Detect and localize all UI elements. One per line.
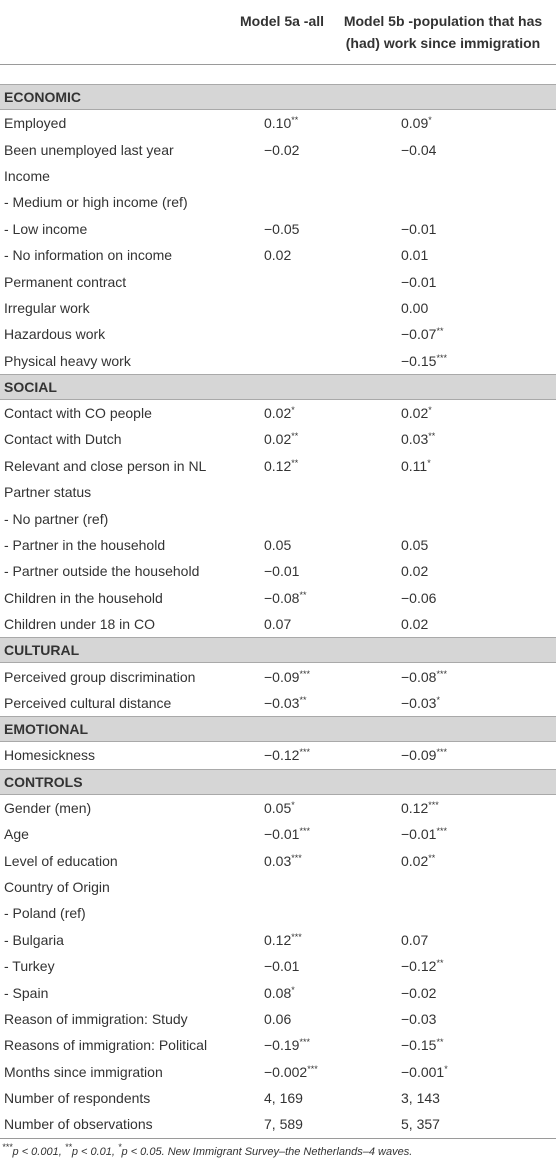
model-5b-significance: ** <box>436 1037 444 1048</box>
model-5a-coefficient: −0.03 <box>264 695 300 711</box>
spacer-cell <box>0 65 556 85</box>
table-row <box>0 742 556 769</box>
model-5a-cell <box>236 426 328 452</box>
model-5b-significance: ** <box>428 431 436 442</box>
table-footnote <box>0 1139 556 1158</box>
row-label: Homesickness <box>4 747 96 764</box>
section-header-row <box>0 374 556 399</box>
table-row <box>0 900 556 926</box>
footnote-text: p < 0.01, <box>71 1145 119 1158</box>
table-header-row <box>0 0 556 65</box>
model-5a-coefficient: 0.12 <box>264 457 292 474</box>
row-label: - Spain <box>4 984 49 1001</box>
row-label: - Poland (ref) <box>4 905 86 922</box>
model-5b-significance: * <box>444 1063 448 1074</box>
model-5b-coefficient: −0.15 <box>401 352 437 369</box>
model-5b-cell <box>328 321 556 347</box>
table-row <box>0 1006 556 1032</box>
model-5a-cell <box>236 348 328 375</box>
model-5a-significance: ** <box>299 695 307 705</box>
model-5b-cell <box>328 900 556 926</box>
model-5b-cell <box>328 794 556 821</box>
model-5a-cell <box>236 136 328 162</box>
model-5a-cell <box>236 189 328 215</box>
model-5a-cell <box>236 742 328 769</box>
model-5a-coefficient: 0.06 <box>264 1010 292 1027</box>
row-label: Been unemployed last year <box>4 141 174 158</box>
model-5b-coefficient: −0.04 <box>401 141 437 158</box>
model-5b-cell <box>328 1006 556 1032</box>
model-5a-cell <box>236 242 328 268</box>
row-label: Months since immigration <box>4 1063 163 1080</box>
row-label: Perceived group discrimination <box>4 668 196 685</box>
footnote-text: p < 0.05. New Immigrant Survey–the Netherlands–4 waves. <box>121 1145 413 1158</box>
table-row <box>0 585 556 611</box>
model-5a-significance: *** <box>299 826 310 837</box>
row-label: Reasons of immigration: Political <box>4 1037 208 1054</box>
model-5a-cell <box>236 1111 328 1138</box>
table-row <box>0 1032 556 1058</box>
table-row <box>0 1085 556 1111</box>
footnote-sig-marker: ** <box>64 1141 72 1152</box>
table-row <box>0 794 556 821</box>
model-5a-coefficient: −0.01 <box>264 563 300 580</box>
table-row <box>0 558 556 584</box>
model-5a-coefficient: −0.08 <box>264 589 300 606</box>
model-5a-coefficient: −0.12 <box>264 747 300 764</box>
row-label: - Partner outside the household <box>4 563 200 580</box>
model-5b-coefficient: 0.11 <box>401 457 428 474</box>
table-row <box>0 927 556 953</box>
header-label-column <box>0 0 236 65</box>
section-title: EMOTIONAL <box>0 717 556 742</box>
model-5b-coefficient: 0.09 <box>401 115 429 132</box>
model-5a-cell <box>236 874 328 900</box>
model-5a-coefficient: −0.05 <box>264 220 300 237</box>
model-5a-cell <box>236 663 328 690</box>
model-5a-cell <box>236 690 328 717</box>
row-label: Number of observations <box>0 1111 236 1138</box>
table-row <box>0 979 556 1005</box>
row-label: - Bulgaria <box>4 931 64 948</box>
model-5b-cell <box>328 611 556 638</box>
model-5b-coefficient: 0.00 <box>401 299 429 316</box>
model-5b-cell <box>328 163 556 189</box>
table-row <box>0 690 556 717</box>
model-5b-coefficient: −0.15 <box>401 1037 437 1054</box>
model-5b-cell <box>328 953 556 979</box>
footnote-sig-marker: * <box>118 1141 122 1152</box>
model-5a-significance: *** <box>291 931 302 942</box>
model-5b-coefficient: 0.07 <box>401 931 429 948</box>
model-5b-cell <box>328 426 556 452</box>
model-5b-cell <box>328 979 556 1005</box>
model-5b-coefficient: 0.01 <box>401 247 429 264</box>
model-5a-coefficient: 0.02 <box>264 431 292 448</box>
model-5b-significance: ** <box>436 958 444 969</box>
section-title: ECONOMIC <box>0 85 556 110</box>
model-5b-coefficient: −0.08 <box>401 668 437 685</box>
model-5b-cell <box>328 295 556 321</box>
table-row <box>0 399 556 426</box>
model-5a-cell <box>236 163 328 189</box>
model-5a-cell <box>236 453 328 479</box>
model-5a-significance: ** <box>299 589 307 600</box>
model-5a-significance: * <box>291 405 295 416</box>
model-5b-cell <box>328 216 556 242</box>
table-row <box>0 847 556 873</box>
row-label: Contact with CO people <box>4 405 152 422</box>
model-5a-coefficient: 7, 589 <box>264 1116 303 1133</box>
model-5a-cell <box>236 611 328 638</box>
model-5a-cell <box>236 321 328 347</box>
table-row <box>0 663 556 690</box>
table-row <box>0 426 556 452</box>
model-5b-cell <box>328 532 556 558</box>
model-5b-cell <box>328 874 556 900</box>
header-model-5b: Model 5b -population that has (had) work since immigration <box>328 0 556 65</box>
model-5b-cell <box>328 821 556 847</box>
model-5b-coefficient: −0.01 <box>401 273 437 290</box>
table-row <box>0 874 556 900</box>
model-5a-significance: ** <box>291 115 299 126</box>
model-5a-significance: *** <box>299 1037 310 1048</box>
model-5b-coefficient: −0.03 <box>401 1010 437 1027</box>
row-label: Country of Origin <box>4 878 110 895</box>
model-5b-cell <box>328 1059 556 1085</box>
model-5a-coefficient: 4, 169 <box>264 1090 303 1107</box>
table-row <box>0 348 556 375</box>
table-row <box>0 479 556 505</box>
model-5a-cell <box>236 295 328 321</box>
row-label: - No information on income <box>4 247 173 264</box>
model-5b-cell <box>328 348 556 375</box>
row-label: Irregular work <box>4 299 90 316</box>
model-5b-cell <box>328 742 556 769</box>
model-5a-significance: *** <box>299 747 310 758</box>
model-5a-coefficient: 0.03 <box>264 852 292 869</box>
table-row <box>0 321 556 347</box>
table-row <box>0 136 556 162</box>
model-5b-significance: * <box>428 115 432 126</box>
table-row <box>0 163 556 189</box>
model-5b-cell <box>328 927 556 953</box>
model-5a-cell <box>236 585 328 611</box>
model-5b-coefficient: −0.09 <box>401 747 437 764</box>
model-5b-cell <box>328 453 556 479</box>
model-5a-significance: *** <box>307 1063 318 1074</box>
model-5a-coefficient: −0.01 <box>264 826 300 843</box>
model-5a-significance: *** <box>299 668 310 679</box>
model-5a-cell <box>236 927 328 953</box>
model-5b-cell <box>328 479 556 505</box>
row-label: Children in the household <box>4 589 163 606</box>
model-5b-coefficient: 0.02 <box>401 852 429 869</box>
model-5a-cell <box>236 216 328 242</box>
model-5b-significance: ** <box>436 326 444 337</box>
table-row <box>0 1111 556 1138</box>
row-label: Perceived cultural distance <box>4 695 172 711</box>
section-title: CONTROLS <box>0 769 556 794</box>
row-label: Income <box>4 167 50 184</box>
model-5b-coefficient: 0.03 <box>401 431 429 448</box>
model-5b-coefficient: −0.03 <box>401 695 437 711</box>
model-5a-cell <box>236 1006 328 1032</box>
model-5a-coefficient: 0.12 <box>264 931 292 948</box>
model-5b-cell <box>328 189 556 215</box>
model-5a-coefficient: −0.09 <box>264 668 300 685</box>
model-5b-coefficient: −0.01 <box>401 826 437 843</box>
section-title: CULTURAL <box>0 638 556 663</box>
row-label: Partner status <box>4 484 92 501</box>
table-row <box>0 953 556 979</box>
model-5b-cell <box>328 663 556 690</box>
row-label: Physical heavy work <box>4 352 131 369</box>
model-5a-coefficient: 0.02 <box>264 405 292 422</box>
row-label: Age <box>4 826 29 843</box>
model-5a-cell <box>236 847 328 873</box>
table-row <box>0 268 556 294</box>
model-5b-significance: * <box>436 695 440 705</box>
model-5a-significance: * <box>291 984 295 995</box>
model-5a-cell <box>236 953 328 979</box>
row-label: Permanent contract <box>4 273 127 290</box>
row-label: - Partner in the household <box>4 537 166 554</box>
section-header-row <box>0 638 556 663</box>
model-5b-significance: * <box>427 457 431 468</box>
model-5a-cell <box>236 505 328 531</box>
model-5a-cell <box>236 110 328 137</box>
model-5b-cell <box>328 847 556 873</box>
model-5a-cell <box>236 979 328 1005</box>
model-5a-coefficient: 0.08 <box>264 984 292 1001</box>
model-5b-significance: *** <box>436 826 447 837</box>
model-5b-coefficient: 0.12 <box>401 799 429 816</box>
model-5b-cell <box>328 1111 556 1138</box>
table-row <box>0 110 556 137</box>
model-5a-cell <box>236 900 328 926</box>
model-5a-coefficient: 0.05 <box>264 537 292 554</box>
header-model-5a: Model 5a -all <box>236 0 328 65</box>
row-label: Children under 18 in CO <box>4 616 155 633</box>
table-row <box>0 505 556 531</box>
model-5a-cell <box>236 268 328 294</box>
model-5a-coefficient: 0.10 <box>264 115 292 132</box>
footnote-text: p < 0.001, <box>12 1145 65 1158</box>
row-label: Relevant and close person in NL <box>4 457 207 474</box>
row-label: Level of education <box>4 852 118 869</box>
section-header-row <box>0 769 556 794</box>
model-5b-coefficient: −0.12 <box>401 958 437 975</box>
model-5b-coefficient: −0.01 <box>401 220 437 237</box>
model-5b-coefficient: −0.07 <box>401 326 437 343</box>
row-label: Employed <box>4 115 67 132</box>
model-5b-coefficient: 0.02 <box>401 616 429 633</box>
model-5b-coefficient: 5, 357 <box>401 1116 440 1133</box>
row-label: Gender (men) <box>4 799 92 816</box>
model-5b-cell <box>328 505 556 531</box>
model-5b-cell <box>328 585 556 611</box>
model-5b-coefficient: 0.05 <box>401 537 429 554</box>
model-5b-coefficient: 0.02 <box>401 405 429 422</box>
row-label: Hazardous work <box>4 326 106 343</box>
model-5b-coefficient: −0.001 <box>401 1063 445 1080</box>
row-label: - No partner (ref) <box>4 510 109 527</box>
model-5a-cell <box>236 1085 328 1111</box>
table-row <box>0 216 556 242</box>
model-5b-coefficient: 3, 143 <box>401 1090 440 1107</box>
model-5a-cell <box>236 821 328 847</box>
row-label: Contact with Dutch <box>4 431 122 448</box>
model-5b-coefficient: −0.06 <box>401 589 437 606</box>
model-5b-cell <box>328 110 556 137</box>
table-row <box>0 189 556 215</box>
model-5a-coefficient: 0.02 <box>264 247 292 264</box>
model-5b-cell <box>328 268 556 294</box>
model-5a-coefficient: −0.01 <box>264 958 300 975</box>
model-5a-coefficient: 0.05 <box>264 799 292 816</box>
model-5a-coefficient: −0.19 <box>264 1037 300 1054</box>
model-5a-coefficient: 0.07 <box>264 616 292 633</box>
model-5a-cell <box>236 794 328 821</box>
model-5a-significance: *** <box>291 852 302 863</box>
section-header-row <box>0 85 556 110</box>
section-header-row <box>0 717 556 742</box>
model-5b-significance: * <box>428 405 432 416</box>
table-row <box>0 242 556 268</box>
model-5a-cell <box>236 1032 328 1058</box>
model-5b-cell <box>328 690 556 717</box>
model-5b-significance: ** <box>428 852 436 863</box>
table-row <box>0 453 556 479</box>
table-row <box>0 1059 556 1085</box>
model-5b-significance: *** <box>436 352 447 363</box>
footnote-sig-marker: *** <box>2 1141 13 1152</box>
model-5a-cell <box>236 558 328 584</box>
model-5a-significance: ** <box>291 457 299 468</box>
row-label: - Medium or high income (ref) <box>4 194 188 211</box>
model-5b-cell <box>328 558 556 584</box>
model-5a-cell <box>236 532 328 558</box>
model-5b-significance: *** <box>436 747 447 758</box>
model-5a-cell <box>236 479 328 505</box>
header-spacer-row <box>0 65 556 85</box>
model-5b-significance: *** <box>436 668 447 679</box>
model-5b-coefficient: 0.02 <box>401 563 429 580</box>
table-row <box>0 532 556 558</box>
section-title: SOCIAL <box>0 374 556 399</box>
model-5a-significance: ** <box>291 431 299 442</box>
model-5a-cell <box>236 1059 328 1085</box>
row-label: Number of respondents <box>4 1090 151 1107</box>
model-5b-cell <box>328 242 556 268</box>
model-5a-coefficient: −0.002 <box>264 1063 308 1080</box>
table-row <box>0 611 556 638</box>
model-5b-coefficient: −0.02 <box>401 984 437 1001</box>
model-5b-significance: *** <box>428 799 439 810</box>
row-label: Reason of immigration: Study <box>4 1010 188 1027</box>
model-5b-cell <box>328 136 556 162</box>
model-5b-cell <box>328 1032 556 1058</box>
row-label: - Turkey <box>4 958 55 975</box>
table-row <box>0 295 556 321</box>
model-5a-significance: * <box>291 799 295 810</box>
table-body <box>0 65 556 1139</box>
model-5a-coefficient: −0.02 <box>264 141 300 158</box>
model-5b-cell <box>328 1085 556 1111</box>
table-row <box>0 821 556 847</box>
row-label: - Low income <box>4 220 88 237</box>
model-5b-cell <box>328 399 556 426</box>
model-5a-cell <box>236 399 328 426</box>
